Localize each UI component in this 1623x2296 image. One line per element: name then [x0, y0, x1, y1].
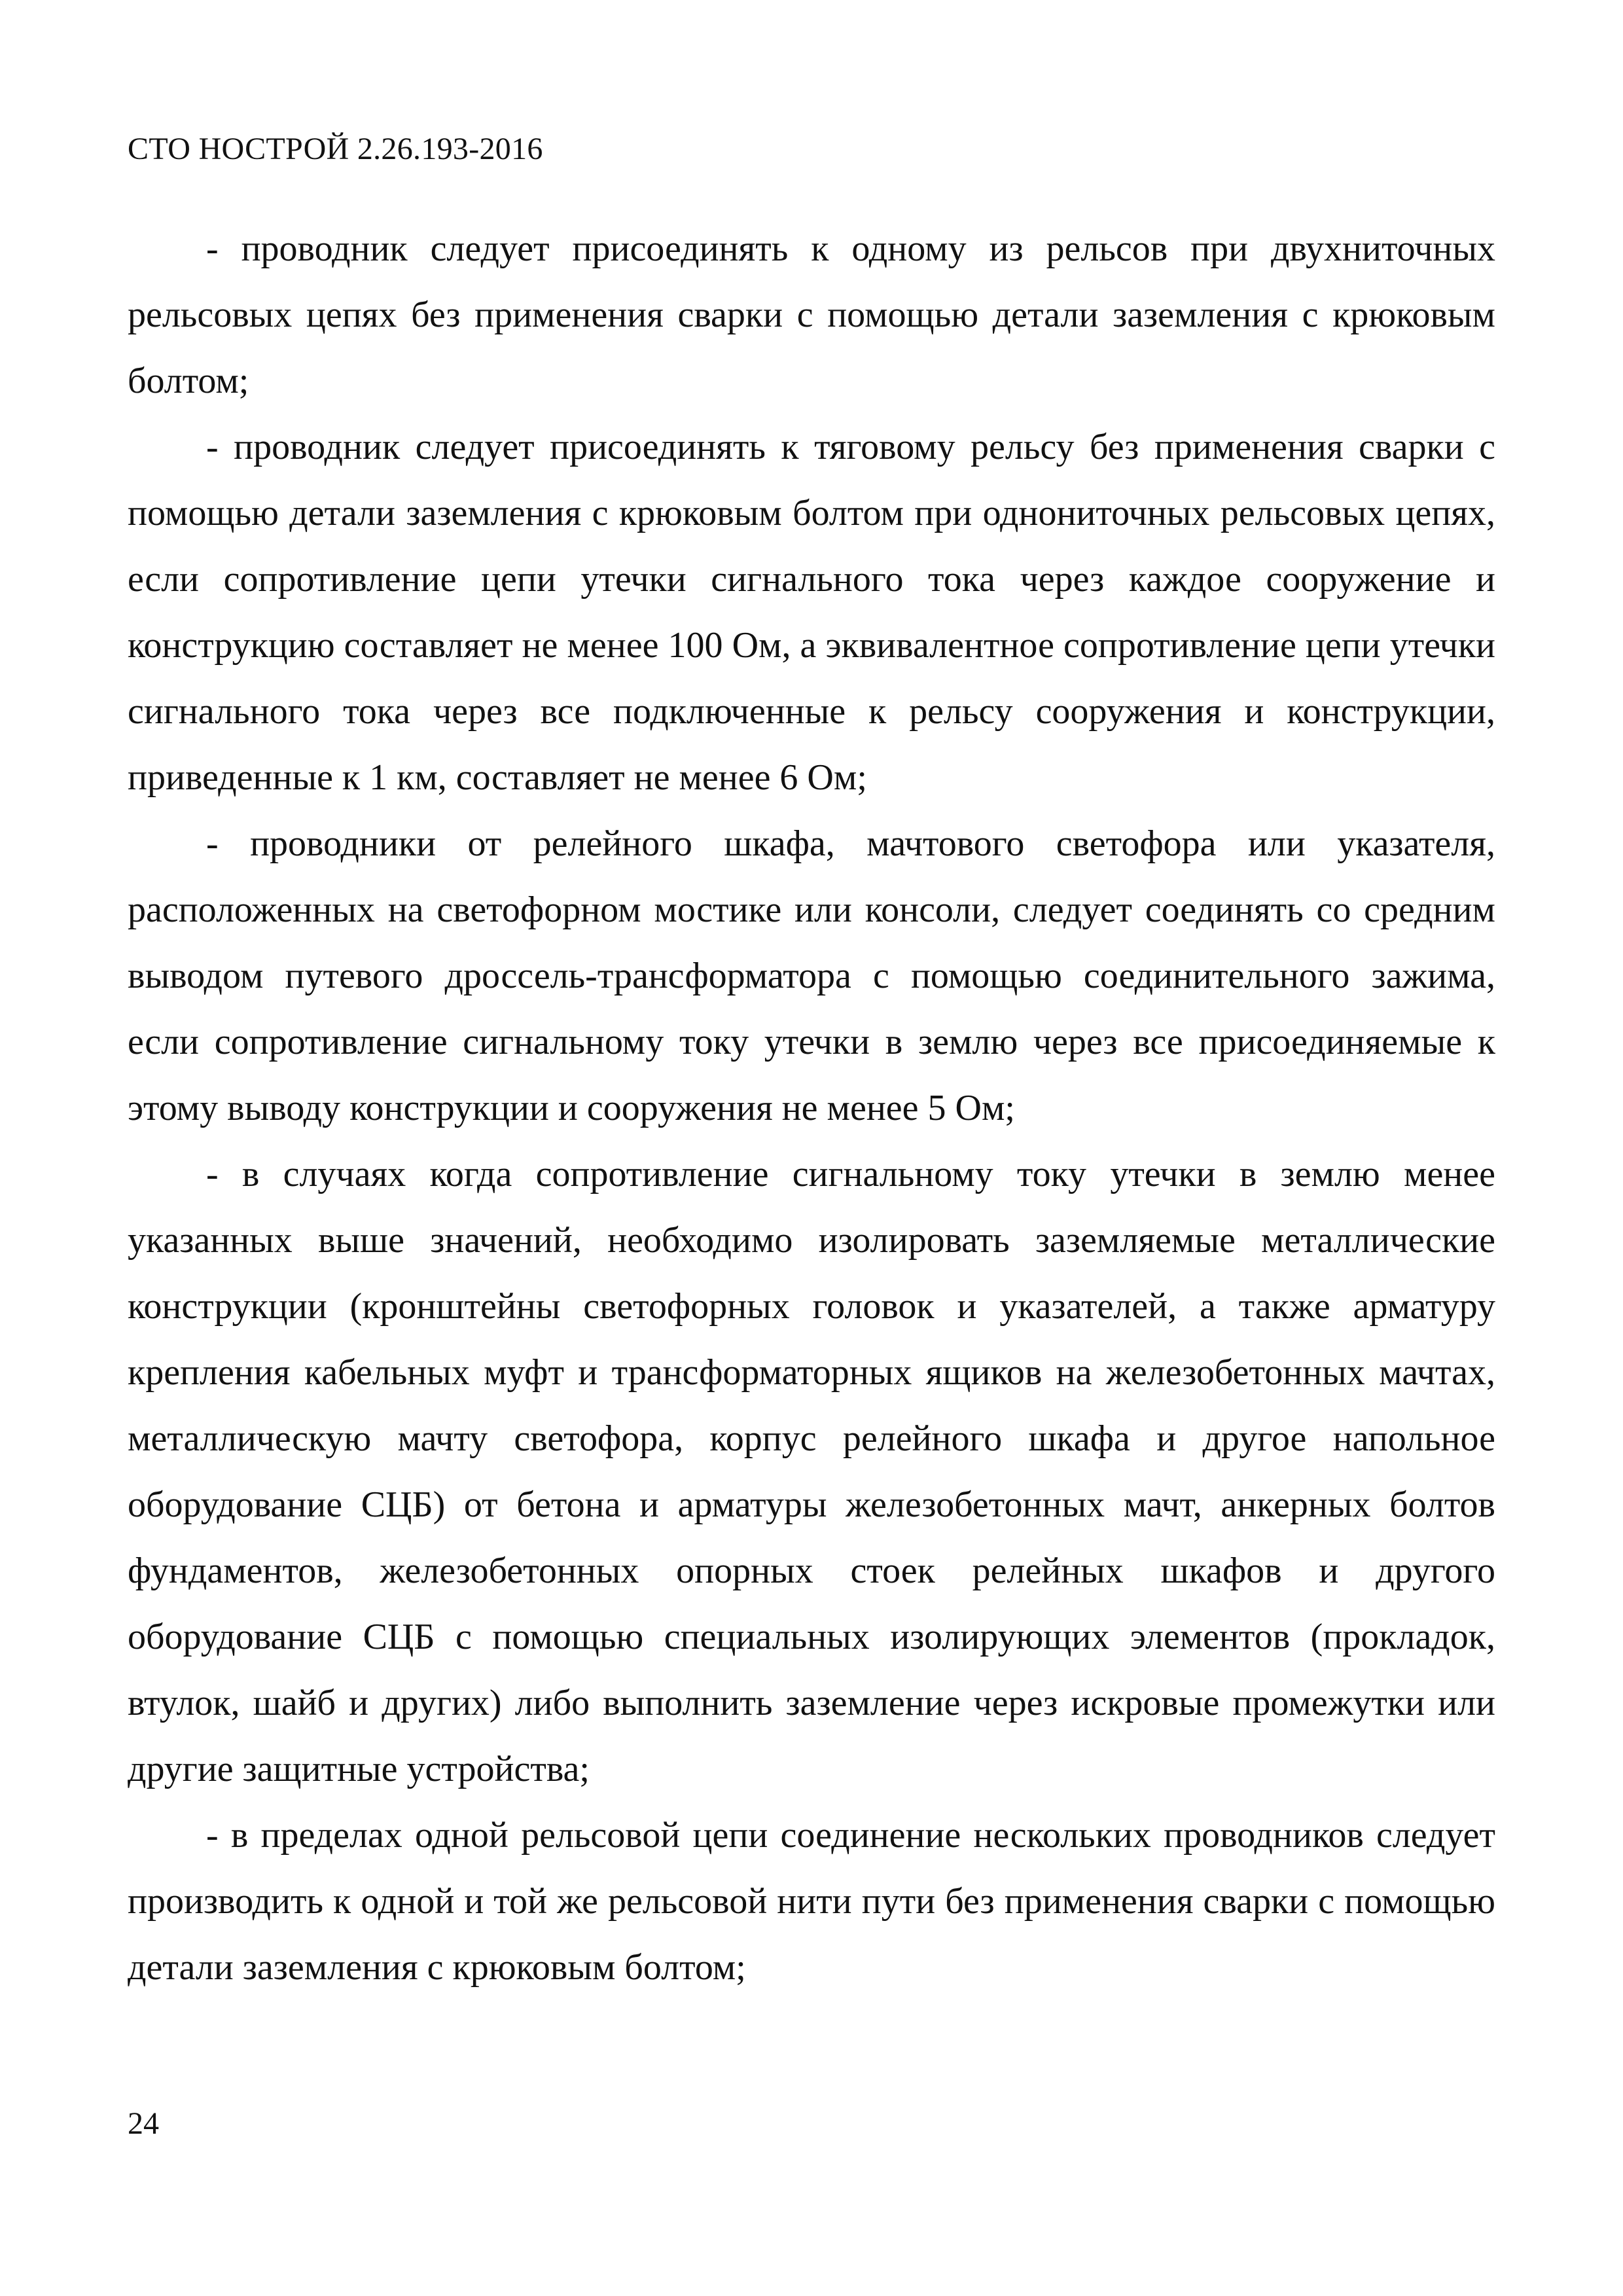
page-number: 24	[128, 2106, 159, 2141]
document-header: СТО НОСТРОЙ 2.26.193-2016	[128, 132, 543, 166]
paragraph-grounding-traction-rail: - проводник следует присоединять к тяговому рельсу без применения сварки с помощью детали заземления с крюковым болтом при однониточных рельсовых цепях, если сопротивление цепи утечки сигнального тока через каждое сооружение и конструкцию составляет не менее 100 Ом, а эквивалентное сопротивление цепи утечки сигнального тока через все подключенные к рельсу сооружения и конструкции, приведенные к 1 км, составляет не менее 6 Ом;	[128, 427, 1495, 798]
paragraph-relay-cabinet-conductors: - проводники от релейного шкафа, мачтового светофора или указателя, расположенных на светофорном мостике или консоли, следует соединять со средним выводом путевого дроссель-трансформатора с помощью соединительного зажима, если сопротивление сигнальному току утечки в землю через все присоединяемые к этому выводу конструкции и сооружения не менее 5 Ом;	[128, 823, 1495, 1128]
paragraph-insulation-requirements: - в случаях когда сопротивление сигнальному току утечки в землю менее указанных выше значений, необходимо изолировать заземляемые металлические конструкции (кронштейны светофорных головок и указателей, а также арматуру крепления кабельных муфт и трансформаторных ящиков на железобетонных мачтах, металлическую мачту светофора, корпус релейного шкафа и другое напольное оборудование СЦБ) от бетона и арматуры железобетонных мачт, анкерных болтов фундаментов, железобетонных опорных стоек релейных шкафов и другого оборудование СЦБ с помощью специальных изолирующих элементов (прокладок, втулок, шайб и других) либо выполнить заземление через искровые промежутки или другие защитные устройства;	[128, 1154, 1495, 1789]
paragraph-grounding-two-rail: - проводник следует присоединять к одному из рельсов при двухниточных рельсовых цепях без применения сварки с помощью детали заземления с крюковым болтом;	[128, 228, 1495, 401]
paragraph-multiple-conductors: - в пределах одной рельсовой цепи соединение нескольких проводников следует производить к одной и той же рельсовой нити пути без применения сварки с помощью детали заземления с крюковым болтом;	[128, 1815, 1495, 1988]
body-text	[128, 216, 1495, 2001]
